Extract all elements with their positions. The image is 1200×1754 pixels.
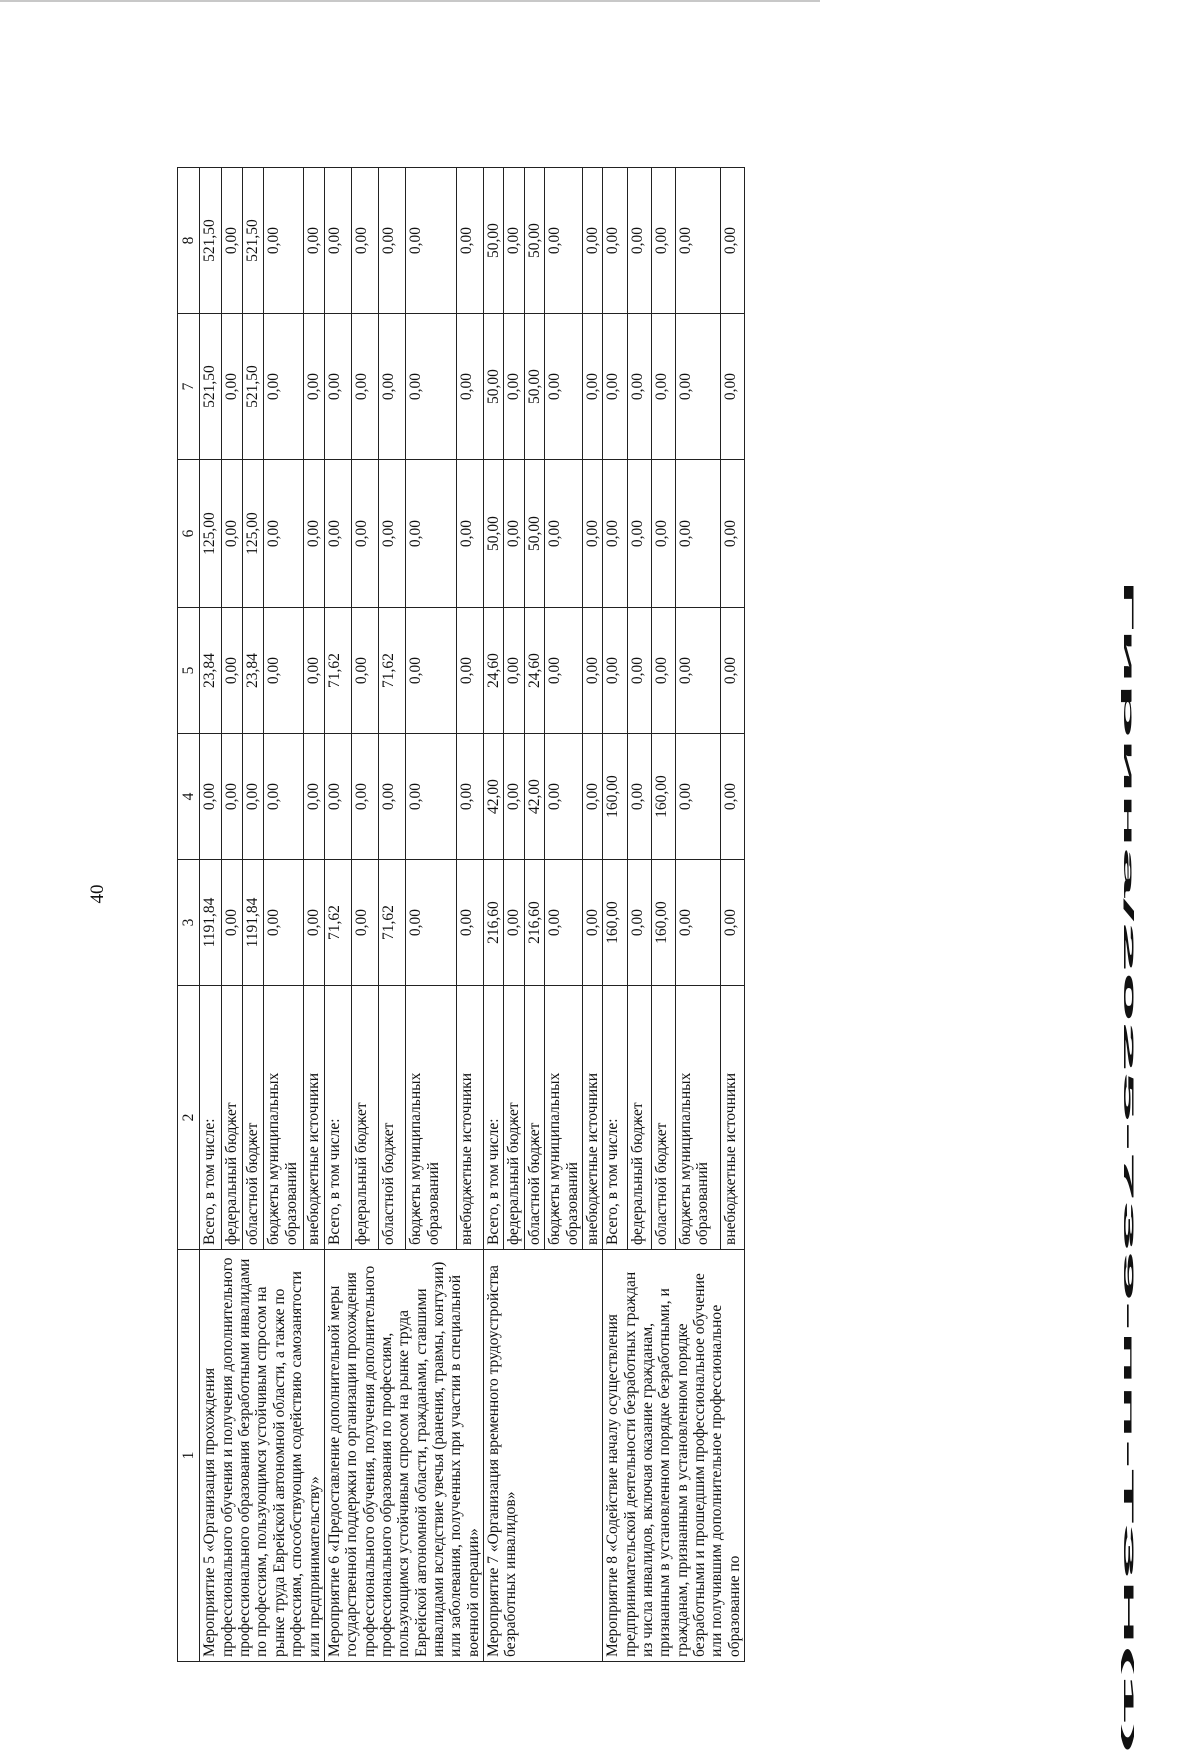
value-cell-col-5: 0,00 (504, 608, 524, 734)
value-cell-col-4: 0,00 (264, 734, 303, 860)
value-cell-col-3: 0,00 (456, 860, 483, 986)
value-cell-col-4: 0,00 (242, 734, 263, 860)
value-cell-col-6: 0,00 (545, 460, 583, 608)
value-cell-col-7: 0,00 (406, 314, 456, 460)
value-cell-col-3: 0,00 (352, 860, 379, 986)
funding-source-cell: Всего, в том числе: (484, 986, 504, 1250)
value-cell-col-5: 24,60 (524, 608, 544, 734)
value-cell-col-6: 125,00 (242, 460, 263, 608)
value-cell-col-4: 0,00 (200, 734, 221, 860)
value-cell-col-4: 0,00 (720, 734, 744, 860)
value-cell-col-4: 0,00 (627, 734, 651, 860)
value-cell-col-8: 0,00 (406, 168, 456, 314)
funding-source-cell: федеральный бюджет (352, 986, 379, 1250)
funding-source-cell: бюджеты муниципальных образований (545, 986, 583, 1250)
value-cell-col-8: 521,50 (242, 168, 263, 314)
value-cell-col-7: 0,00 (324, 314, 351, 460)
funding-source-cell: федеральный бюджет (627, 986, 651, 1250)
value-cell-col-4: 0,00 (303, 734, 324, 860)
value-cell-col-6: 0,00 (456, 460, 483, 608)
table-body (200, 168, 745, 1662)
value-cell-col-8: 0,00 (221, 168, 242, 314)
column-header-4: 4 (178, 734, 200, 860)
value-cell-col-8: 0,00 (651, 168, 675, 314)
value-cell-col-3: 0,00 (221, 860, 242, 986)
value-cell-col-8: 0,00 (675, 168, 720, 314)
page-number: 40 (87, 884, 108, 904)
value-cell-col-6: 0,00 (303, 460, 324, 608)
column-header-8: 8 (178, 168, 200, 314)
table-row (324, 168, 351, 1662)
value-cell-col-6: 0,00 (504, 460, 524, 608)
value-cell-col-3: 0,00 (545, 860, 583, 986)
value-cell-col-6: 0,00 (627, 460, 651, 608)
value-cell-col-7: 50,00 (484, 314, 504, 460)
value-cell-col-3: 0,00 (627, 860, 651, 986)
value-cell-col-4: 0,00 (379, 734, 406, 860)
value-cell-col-7: 521,50 (200, 314, 221, 460)
value-cell-col-6: 50,00 (524, 460, 544, 608)
funding-source-cell: федеральный бюджет (504, 986, 524, 1250)
measure-name-cell: Мероприятие 8 «Содействие началу осуществления предпринимательской деятельности безработных граждан из числа инвалидов, включая оказание гражданам, признанным в установленном порядке безработными, и гражданам, признанным в установленном порядке безработными и прошедшим профессиональное обучение или получившим дополнительное профессиональное образование по (603, 1250, 745, 1662)
value-cell-col-5: 0,00 (545, 608, 583, 734)
value-cell-col-8: 0,00 (720, 168, 744, 314)
value-cell-col-8: 0,00 (456, 168, 483, 314)
value-cell-col-6: 0,00 (651, 460, 675, 608)
funding-source-cell: Всего, в том числе: (603, 986, 627, 1250)
value-cell-col-7: 0,00 (627, 314, 651, 460)
value-cell-col-8: 521,50 (200, 168, 221, 314)
value-cell-col-7: 0,00 (675, 314, 720, 460)
value-cell-col-6: 0,00 (603, 460, 627, 608)
column-header-5: 5 (178, 608, 200, 734)
value-cell-col-5: 23,84 (200, 608, 221, 734)
table-row (603, 168, 627, 1662)
value-cell-col-3: 0,00 (720, 860, 744, 986)
value-cell-col-8: 0,00 (379, 168, 406, 314)
value-cell-col-3: 71,62 (324, 860, 351, 986)
table-frame (177, 168, 1069, 1662)
value-cell-col-8: 0,00 (545, 168, 583, 314)
funding-source-cell: федеральный бюджет (221, 986, 242, 1250)
value-cell-col-4: 160,00 (603, 734, 627, 860)
value-cell-col-5: 0,00 (456, 608, 483, 734)
value-cell-col-4: 42,00 (484, 734, 504, 860)
column-header-7: 7 (178, 314, 200, 460)
funding-source-cell: внебюджетные источники (582, 986, 602, 1250)
value-cell-col-6: 0,00 (264, 460, 303, 608)
value-cell-col-7: 0,00 (379, 314, 406, 460)
value-cell-col-3: 0,00 (504, 860, 524, 986)
value-cell-col-5: 0,00 (627, 608, 651, 734)
value-cell-col-3: 1191,84 (242, 860, 263, 986)
funding-source-cell: областной бюджет (379, 986, 406, 1250)
value-cell-col-5: 71,62 (324, 608, 351, 734)
value-cell-col-3: 216,60 (484, 860, 504, 986)
value-cell-col-3: 0,00 (264, 860, 303, 986)
value-cell-col-7: 50,00 (524, 314, 544, 460)
value-cell-col-3: 71,62 (379, 860, 406, 986)
value-cell-col-7: 0,00 (720, 314, 744, 460)
column-header-3: 3 (178, 860, 200, 986)
measure-name-cell: Мероприятие 7 «Организация временного трудоустройства безработных инвалидов» (484, 1250, 603, 1662)
value-cell-col-8: 0,00 (582, 168, 602, 314)
value-cell-col-6: 0,00 (352, 460, 379, 608)
value-cell-col-5: 0,00 (651, 608, 675, 734)
value-cell-col-7: 0,00 (545, 314, 583, 460)
funding-source-cell: областной бюджет (524, 986, 544, 1250)
value-cell-col-7: 0,00 (651, 314, 675, 460)
value-cell-col-5: 0,00 (720, 608, 744, 734)
value-cell-col-8: 0,00 (352, 168, 379, 314)
value-cell-col-4: 160,00 (651, 734, 675, 860)
value-cell-col-4: 0,00 (221, 734, 242, 860)
value-cell-col-3: 216,60 (524, 860, 544, 986)
value-cell-col-7: 0,00 (603, 314, 627, 460)
value-cell-col-5: 0,00 (675, 608, 720, 734)
table-header-row (178, 168, 200, 1662)
value-cell-col-6: 0,00 (379, 460, 406, 608)
column-header-1: 1 (178, 1250, 200, 1662)
scan-edge-line (0, 0, 820, 2)
value-cell-col-6: 0,00 (582, 460, 602, 608)
value-cell-col-6: 0,00 (406, 460, 456, 608)
value-cell-col-5: 0,00 (582, 608, 602, 734)
value-cell-col-8: 50,00 (484, 168, 504, 314)
table-row (200, 168, 221, 1662)
funding-table (177, 167, 745, 1662)
value-cell-col-3: 0,00 (675, 860, 720, 986)
funding-source-cell: внебюджетные источники (720, 986, 744, 1250)
value-cell-col-5: 0,00 (603, 608, 627, 734)
funding-source-cell: бюджеты муниципальных образований (406, 986, 456, 1250)
funding-source-cell: внебюджетные источники (456, 986, 483, 1250)
value-cell-col-4: 0,00 (582, 734, 602, 860)
value-cell-col-8: 50,00 (524, 168, 544, 314)
value-cell-col-8: 0,00 (627, 168, 651, 314)
value-cell-col-3: 160,00 (603, 860, 627, 986)
value-cell-col-5: 0,00 (264, 608, 303, 734)
measure-name-cell: Мероприятие 5 «Организация прохождения профессионального обучения и получения дополнительного профессионального образования безработными инвалидами по профессиям, пользующимся устойчивым спросом на рынке труда Еврейской автономной области, а также по профессиям, способствующим содействию самозанятости или предпринимательству» (200, 1250, 325, 1662)
value-cell-col-8: 0,00 (504, 168, 524, 314)
value-cell-col-5: 0,00 (303, 608, 324, 734)
value-cell-col-8: 0,00 (264, 168, 303, 314)
value-cell-col-3: 0,00 (582, 860, 602, 986)
column-header-2: 2 (178, 986, 200, 1250)
value-cell-col-6: 125,00 (200, 460, 221, 608)
column-header-6: 6 (178, 460, 200, 608)
value-cell-col-5: 71,62 (379, 608, 406, 734)
value-cell-col-4: 0,00 (545, 734, 583, 860)
rotated-table-container (177, 168, 1069, 1662)
funding-source-cell: Всего, в том числе: (200, 986, 221, 1250)
funding-source-cell: внебюджетные источники (303, 986, 324, 1250)
value-cell-col-3: 1191,84 (200, 860, 221, 986)
value-cell-col-7: 0,00 (221, 314, 242, 460)
table-row (484, 168, 504, 1662)
value-cell-col-5: 23,84 (242, 608, 263, 734)
value-cell-col-5: 24,60 (484, 608, 504, 734)
funding-source-cell: областной бюджет (242, 986, 263, 1250)
funding-source-cell: областной бюджет (651, 986, 675, 1250)
value-cell-col-6: 0,00 (324, 460, 351, 608)
value-cell-col-8: 0,00 (324, 168, 351, 314)
value-cell-col-4: 0,00 (456, 734, 483, 860)
value-cell-col-4: 42,00 (524, 734, 544, 860)
value-cell-col-4: 0,00 (406, 734, 456, 860)
value-cell-col-3: 160,00 (651, 860, 675, 986)
measure-name-cell: Мероприятие 6 «Предоставление дополнительной меры государственной поддержки по организации прохождения профессионального обучения, получения дополнительного профессионального образования по профессиям, пользующимся устойчивым спросом на рынке труда Еврейской автономной области, гражданами, ставшими инвалидами вследствие увечья (ранения, травмы, контузии) или заболевания, полученных при участии в специальной военной операции» (324, 1250, 483, 1662)
value-cell-col-7: 0,00 (264, 314, 303, 460)
value-cell-col-5: 0,00 (406, 608, 456, 734)
value-cell-col-5: 0,00 (221, 608, 242, 734)
value-cell-col-4: 0,00 (504, 734, 524, 860)
value-cell-col-7: 0,00 (504, 314, 524, 460)
value-cell-col-4: 0,00 (324, 734, 351, 860)
value-cell-col-7: 0,00 (456, 314, 483, 460)
value-cell-col-8: 0,00 (603, 168, 627, 314)
funding-source-cell: бюджеты муниципальных образований (675, 986, 720, 1250)
value-cell-col-6: 0,00 (720, 460, 744, 608)
value-cell-col-3: 0,00 (303, 860, 324, 986)
value-cell-col-6: 0,00 (221, 460, 242, 608)
value-cell-col-6: 0,00 (675, 460, 720, 608)
value-cell-col-8: 0,00 (303, 168, 324, 314)
funding-source-cell: Всего, в том числе: (324, 986, 351, 1250)
funding-source-cell: бюджеты муниципальных образований (264, 986, 303, 1250)
value-cell-col-3: 0,00 (406, 860, 456, 986)
value-cell-col-4: 0,00 (352, 734, 379, 860)
value-cell-col-6: 50,00 (484, 460, 504, 608)
value-cell-col-7: 0,00 (352, 314, 379, 460)
document-code: Гирина/2025-739-пп-ТЗН(1) (1121, 580, 1137, 1754)
value-cell-col-7: 0,00 (582, 314, 602, 460)
value-cell-col-7: 521,50 (242, 314, 263, 460)
value-cell-col-7: 0,00 (303, 314, 324, 460)
value-cell-col-4: 0,00 (675, 734, 720, 860)
value-cell-col-5: 0,00 (352, 608, 379, 734)
